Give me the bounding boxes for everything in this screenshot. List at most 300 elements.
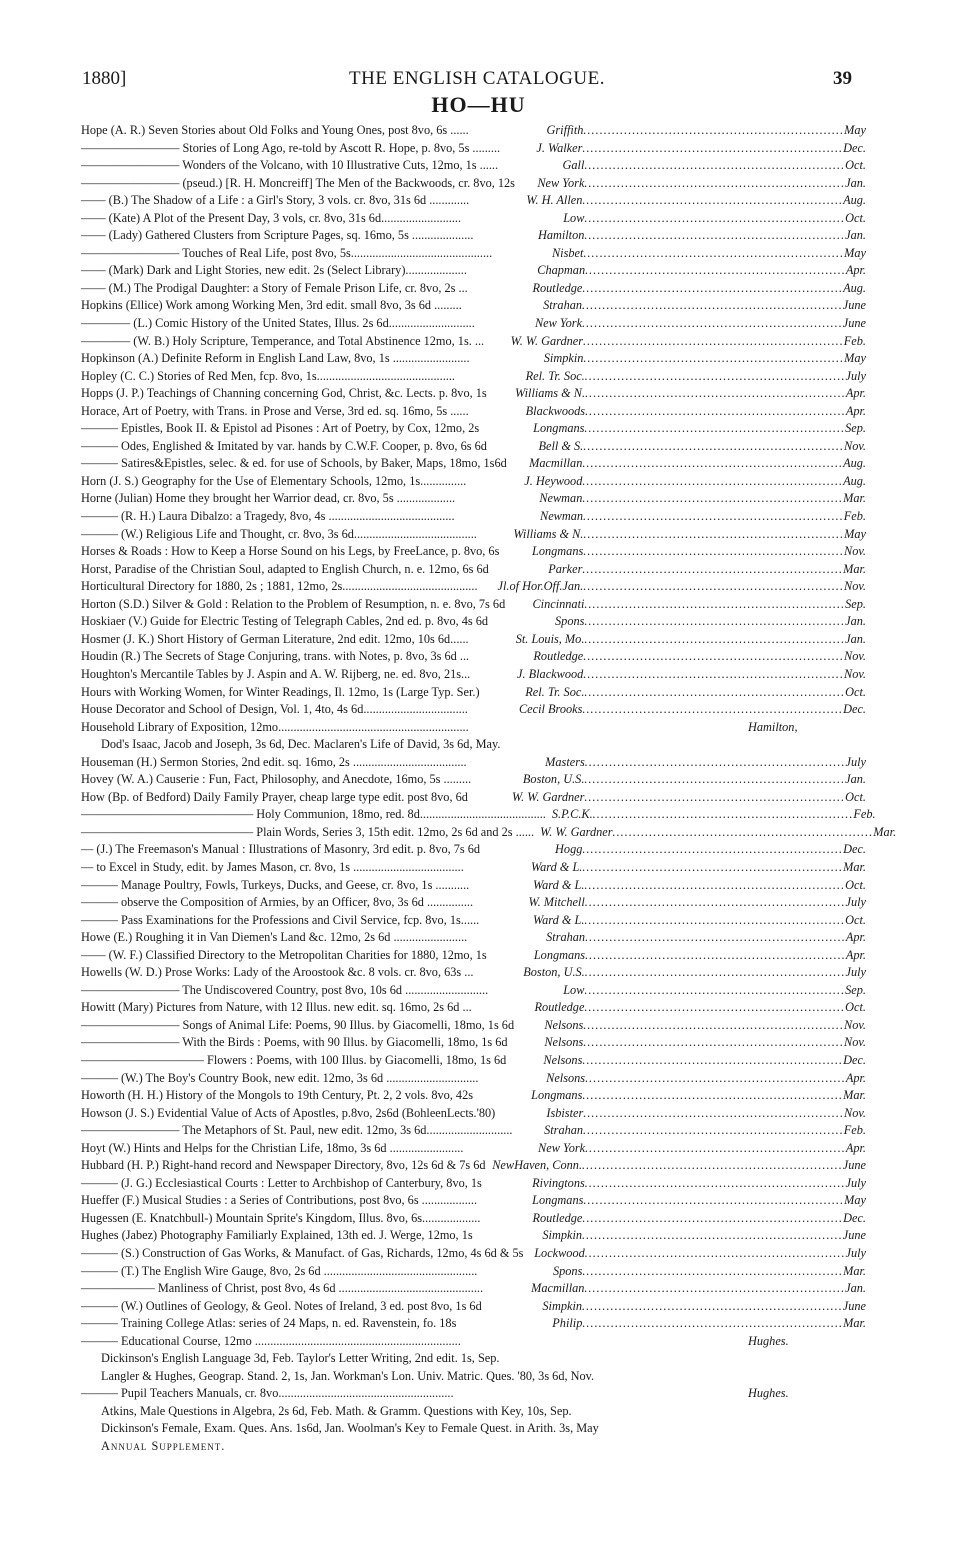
entry-publisher: Longmans bbox=[533, 947, 586, 962]
entry-month: Apr. bbox=[845, 1070, 866, 1085]
entry-description: ——— (R. H.) Laura Dibalzo: a Tragedy, 8vo, 4s ......................................... bbox=[81, 509, 455, 524]
entry-publisher: Rel. Tr. Soc. bbox=[525, 684, 585, 699]
entry-publisher: Hughes. bbox=[748, 1386, 789, 1401]
entry-month: Mar. bbox=[873, 824, 897, 839]
catalogue-entry bbox=[81, 1420, 866, 1438]
entry-publisher-cell bbox=[526, 596, 866, 614]
entry-month: Apr. bbox=[845, 930, 866, 945]
dot-leader bbox=[582, 1210, 843, 1228]
dot-leader bbox=[584, 596, 845, 614]
dot-leader bbox=[582, 1052, 843, 1070]
dot-leader bbox=[583, 508, 844, 526]
catalogue-entry bbox=[81, 1333, 866, 1351]
entry-description: Hopkinson (A.) Definite Reform in English Land Law, 8vo, 1s ......................... bbox=[81, 351, 470, 366]
catalogue-entry bbox=[81, 385, 866, 403]
entry-month: Dec. bbox=[843, 140, 866, 155]
entry-month: May bbox=[844, 526, 866, 541]
entry-month: July bbox=[845, 1175, 866, 1190]
entry-publisher: Routledge bbox=[534, 1000, 585, 1015]
entry-publisher-cell bbox=[511, 666, 866, 684]
entry-publisher: Cincinnati bbox=[532, 596, 585, 611]
dot-leader bbox=[584, 1280, 845, 1298]
entry-publisher-cell bbox=[529, 315, 866, 333]
dot-leader bbox=[583, 578, 844, 596]
entry-publisher: Nelsons bbox=[544, 1035, 584, 1050]
entry-description: —— (Lady) Gathered Clusters from Scripture Pages, sq. 16mo, 5s .................... bbox=[81, 228, 474, 243]
entry-description: Hosmer (J. K.) Short History of German Literature, 2nd edit. 12mo, 10s 6d...... bbox=[81, 631, 469, 646]
entry-month: Apr. bbox=[845, 947, 866, 962]
entry-publisher: Longmans bbox=[531, 1088, 583, 1103]
dot-leader bbox=[582, 192, 843, 210]
entry-publisher: New York bbox=[534, 316, 583, 331]
entry-publisher-cell bbox=[531, 262, 866, 280]
dot-leader bbox=[582, 701, 843, 719]
entry-description: Hovey (W. A.) Causerie : Fun, Fact, Philosophy, and Anecdote, 16mo, 5s ......... bbox=[81, 772, 472, 787]
entry-description: ——— (J. G.) Ecclesiastical Courts : Letter to Archbishop of Canterbury, 8vo, 1s bbox=[81, 1175, 482, 1190]
dot-leader bbox=[582, 280, 843, 298]
dot-leader bbox=[585, 964, 846, 982]
entry-month: June bbox=[842, 1228, 866, 1243]
dot-leader bbox=[584, 175, 845, 193]
entry-description: Horn (J. S.) Geography for the Use of Elementary Schools, 12mo, 1s............... bbox=[81, 473, 467, 488]
entry-description: Hubbard (H. P.) Right-hand record and Newspaper Directory, 8vo, 12s 6d & 7s 6d bbox=[81, 1158, 486, 1173]
entry-publisher-cell bbox=[523, 894, 866, 912]
entry-description: Hopkins (Ellice) Work among Working Men, 3rd edit. small 8vo, 3s 6d ......... bbox=[81, 298, 462, 313]
entry-publisher-cell bbox=[506, 789, 866, 807]
catalogue-entry bbox=[81, 982, 866, 1000]
catalogue-entry bbox=[81, 1122, 866, 1140]
entry-publisher: Longmans bbox=[532, 544, 584, 559]
entry-description: ——— Satires&Epistles, selec. & ed. for use of Schools, by Baker, Maps, 18mo, 1s6d bbox=[81, 456, 507, 471]
dot-leader bbox=[584, 771, 845, 789]
entry-publisher: Strahan bbox=[543, 298, 583, 313]
entry-publisher: Macmillan bbox=[531, 1281, 585, 1296]
entry-description: Dickinson's English Language 3d, Feb. Taylor's Letter Writing, 2nd edit. 1s, Sep. bbox=[101, 1351, 500, 1366]
catalogue-entry bbox=[81, 701, 866, 719]
entry-publisher-cell bbox=[549, 841, 866, 859]
dot-leader bbox=[583, 648, 844, 666]
catalogue-entry bbox=[81, 350, 866, 368]
entry-publisher: Boston, U.S. bbox=[522, 772, 585, 787]
entry-description: Hueffer (F.) Musical Studies : a Series of Contributions, post 8vo, 6s .................. bbox=[81, 1193, 478, 1208]
catalogue-entry bbox=[81, 1280, 866, 1298]
entry-month: Feb. bbox=[843, 509, 866, 524]
entry-month: Jan. bbox=[845, 631, 866, 646]
entry-publisher-cell bbox=[507, 526, 866, 544]
entry-month: Aug. bbox=[843, 456, 866, 471]
entry-publisher-cell bbox=[527, 877, 866, 895]
catalogue-entry bbox=[81, 368, 866, 386]
entry-month: Mar. bbox=[843, 561, 866, 576]
catalogue-entry bbox=[81, 771, 866, 789]
entry-description: Horticultural Directory for 1880, 2s ; 1881, 12mo, 2s............................................ bbox=[81, 579, 478, 594]
entry-month: Nov. bbox=[844, 649, 866, 664]
page-number: 39 bbox=[833, 68, 852, 89]
catalogue-entries bbox=[81, 122, 897, 1456]
entry-description: ——— Epistles, Book II. & Epistol ad Pisones : Art of Poetry, by Cox, 12mo, 2s bbox=[81, 421, 480, 436]
entry-publisher-cell bbox=[526, 543, 866, 561]
entry-month: Sep. bbox=[845, 421, 866, 436]
entry-publisher: Griffith bbox=[546, 123, 584, 137]
entry-publisher-cell bbox=[533, 490, 866, 508]
catalogue-entry bbox=[81, 859, 866, 877]
entry-publisher: Nelsons bbox=[544, 1017, 584, 1032]
entry-description: Hopley (C. C.) Stories of Red Men, fcp. 8vo, 1s............................................. bbox=[81, 368, 456, 383]
catalogue-entry bbox=[81, 210, 866, 228]
entry-description: Dod's Isaac, Jacob and Joseph, 3s 6d, Dec. Maclaren's Life of David, 3s 6d, May. bbox=[101, 737, 501, 752]
dot-leader bbox=[583, 333, 844, 351]
entry-publisher-cell bbox=[540, 1070, 866, 1088]
entry-description: ——— (W.) The Boy's Country Book, new edit. 12mo, 3s 6d .............................. bbox=[81, 1070, 479, 1085]
entry-publisher: Gall bbox=[562, 158, 585, 173]
entry-publisher: Williams & N. bbox=[513, 526, 584, 541]
entry-month: June bbox=[842, 298, 866, 313]
entry-publisher: Ward & L. bbox=[530, 859, 583, 874]
entry-publisher: Newman bbox=[539, 491, 583, 506]
entry-publisher-cell bbox=[540, 1105, 866, 1123]
dot-leader bbox=[582, 841, 843, 859]
entry-publisher-cell bbox=[530, 140, 866, 158]
entry-month: July bbox=[845, 368, 866, 383]
entry-description: Atkins, Male Questions in Algebra, 2s 6d, Feb. Math. & Gramm. Questions with Key, 10s, Sep. bbox=[101, 1403, 572, 1418]
dot-leader bbox=[585, 403, 846, 421]
entry-publisher: Macmillan bbox=[529, 456, 583, 471]
catalogue-entry bbox=[81, 631, 866, 649]
entry-publisher: New York bbox=[537, 175, 585, 190]
entry-description: Dickinson's Female, Exam. Ques. Ans. 1s6d, Jan. Woolman's Key to Female Quest. in Arith. 3s, May bbox=[101, 1421, 599, 1436]
dot-leader bbox=[582, 140, 843, 158]
entry-month: Sep. bbox=[845, 596, 866, 611]
catalogue-entry bbox=[81, 596, 866, 614]
entry-month: July bbox=[845, 754, 866, 769]
entry-description: Horne (Julian) Home they brought her Warrior dead, cr. 8vo, 5s ................... bbox=[81, 491, 456, 506]
entry-publisher-cell bbox=[518, 473, 866, 491]
entry-publisher: Hughes. bbox=[748, 1333, 789, 1348]
catalogue-entry bbox=[81, 719, 866, 737]
dot-leader bbox=[582, 297, 843, 315]
entry-publisher: Ward & L. bbox=[533, 877, 585, 892]
entry-description: ——— (S.) Construction of Gas Works, & Manufact. of Gas, Richards, 12mo, 4s 6d & 5s bbox=[81, 1246, 524, 1260]
entry-month: Oct. bbox=[845, 877, 866, 892]
catalogue-entry bbox=[81, 648, 866, 666]
dot-leader bbox=[583, 1122, 844, 1140]
dot-leader bbox=[583, 1034, 844, 1052]
header-title: THE ENGLISH CATALOGUE. bbox=[349, 68, 605, 89]
dot-leader bbox=[593, 806, 854, 824]
entry-description: ——— (T.) The English Wire Gauge, 8vo, 2s 6d .................................................. bbox=[81, 1263, 478, 1278]
dot-leader bbox=[583, 350, 844, 368]
entry-publisher: Routledge bbox=[532, 1210, 583, 1225]
entry-publisher: Nelsons bbox=[546, 1070, 586, 1085]
entry-month: Mar. bbox=[843, 1316, 866, 1331]
entry-description: Horses & Roads : How to Keep a Horse Sound on his Legs, by FreeLance, p. 8vo, 6s bbox=[81, 544, 500, 559]
entry-publisher-cell bbox=[513, 701, 866, 719]
entry-description: Hoyt (W.) Hints and Helps for the Christian Life, 18mo, 3s 6d ........................ bbox=[81, 1140, 464, 1155]
entry-description: ——— Training College Atlas: series of 24 Maps, n. ed. Ravenstein, fo. 18s bbox=[81, 1316, 457, 1331]
entry-publisher: Hamilton bbox=[537, 228, 585, 243]
entry-publisher: W. W. Gardner bbox=[511, 789, 585, 804]
entry-publisher-cell bbox=[549, 613, 866, 631]
entry-publisher: Strahan bbox=[546, 930, 586, 945]
entry-month: Jan. bbox=[845, 772, 866, 787]
entry-month: June bbox=[842, 1158, 866, 1173]
entry-month: July bbox=[845, 895, 866, 910]
entry-description: Howitt (Mary) Pictures from Nature, with 12 Illus. new edit. sq. 16mo, 2s 6d ... bbox=[81, 1000, 472, 1015]
dot-leader bbox=[585, 385, 846, 403]
entry-publisher: Parker bbox=[548, 561, 583, 576]
catalogue-entry bbox=[81, 877, 866, 895]
entry-publisher-cell bbox=[534, 508, 866, 526]
entry-publisher-cell bbox=[538, 1017, 866, 1035]
entry-description: House Decorator and School of Design, Vol. 1, 4to, 4s 6d.................................. bbox=[81, 702, 468, 717]
entry-month: Nov. bbox=[844, 579, 866, 594]
dot-leader bbox=[584, 420, 845, 438]
entry-publisher: Jl.of Hor.Off.Jan. bbox=[497, 579, 584, 594]
entry-month: Oct. bbox=[845, 210, 866, 225]
entry-month: June bbox=[842, 1298, 866, 1313]
entry-publisher-cell bbox=[546, 245, 866, 263]
entry-month: Dec. bbox=[843, 702, 866, 717]
entry-month: May bbox=[844, 245, 866, 260]
entry-description: ———————— With the Birds : Poems, with 90 Illus. by Giacomelli, 18mo, 1s 6d bbox=[81, 1035, 508, 1050]
catalogue-entry bbox=[81, 1052, 866, 1070]
catalogue-entry bbox=[81, 1087, 866, 1105]
catalogue-entry bbox=[81, 1140, 866, 1158]
entry-publisher-cell bbox=[519, 684, 866, 702]
dot-leader bbox=[584, 999, 845, 1017]
catalogue-entry bbox=[81, 1315, 866, 1333]
entry-publisher: NewHaven, Conn. bbox=[492, 1158, 583, 1173]
catalogue-entry bbox=[81, 1017, 866, 1035]
entry-publisher-cell bbox=[528, 1245, 866, 1263]
catalogue-entry bbox=[81, 1034, 866, 1052]
catalogue-entry bbox=[81, 1070, 866, 1088]
entry-month: May bbox=[844, 123, 866, 137]
entry-description: Hope (A. R.) Seven Stories about Old Folks and Young Ones, post 8vo, 6s ...... bbox=[81, 123, 469, 137]
catalogue-entry bbox=[81, 1227, 866, 1245]
catalogue-entry bbox=[81, 789, 866, 807]
entry-publisher-cell bbox=[525, 859, 866, 877]
entry-publisher-cell bbox=[540, 122, 866, 140]
entry-month: June bbox=[842, 316, 866, 331]
entry-description: ——— observe the Composition of Armies, by an Officer, 8vo, 3s 6d ............... bbox=[81, 895, 474, 910]
entry-publisher: Newman bbox=[540, 509, 584, 524]
entry-month: Feb. bbox=[853, 807, 876, 822]
entry-publisher-cell bbox=[520, 403, 866, 421]
entry-month: May bbox=[844, 351, 866, 366]
entry-month: Jan. bbox=[845, 614, 866, 629]
entry-publisher-cell bbox=[546, 1315, 866, 1333]
entry-publisher-cell bbox=[526, 1175, 866, 1193]
catalogue-entry bbox=[81, 1210, 866, 1228]
entry-publisher-cell bbox=[537, 297, 866, 315]
entry-description: — to Excel in Study, edit. by James Mason, cr. 8vo, 1s .................................... bbox=[81, 859, 464, 874]
entry-publisher-cell bbox=[486, 1157, 866, 1175]
entry-description: Household Library of Exposition, 12mo.............................................................. bbox=[81, 719, 469, 734]
dot-leader bbox=[584, 877, 845, 895]
entry-month: May bbox=[844, 1193, 866, 1208]
entry-month: July bbox=[845, 1246, 866, 1260]
entry-publisher-cell bbox=[520, 368, 866, 386]
entry-description: Houseman (H.) Sermon Stories, 2nd edit. sq. 16mo, 2s ..................................... bbox=[81, 754, 467, 769]
entry-publisher-cell bbox=[527, 912, 866, 930]
entry-month: Aug. bbox=[843, 280, 866, 295]
catalogue-entry bbox=[81, 262, 866, 280]
entry-description: ———————— The Undiscovered Country, post 8vo, 10s 6d ........................... bbox=[81, 982, 489, 997]
entry-description: Horton (S.D.) Silver & Gold : Relation to the Problem of Resumption, n. e. 8vo, 7s 6d bbox=[81, 596, 506, 611]
catalogue-entry bbox=[81, 473, 866, 491]
dot-leader bbox=[582, 315, 843, 333]
dot-leader bbox=[584, 684, 845, 702]
entry-publisher: Rel. Tr. Soc. bbox=[525, 368, 585, 383]
entry-publisher-cell bbox=[492, 578, 866, 596]
entry-publisher-cell bbox=[537, 1052, 866, 1070]
dot-leader bbox=[585, 1070, 846, 1088]
entry-description: ——— Manage Poultry, Fowls, Turkeys, Ducks, and Geese, cr. 8vo, 1s ........... bbox=[81, 877, 470, 892]
entry-description: ———————— Stories of Long Ago, re-told by Ascott R. Hope, p. 8vo, 5s ......... bbox=[81, 140, 501, 155]
entry-publisher-cell bbox=[532, 227, 866, 245]
entry-publisher-cell bbox=[532, 1140, 866, 1158]
entry-month: Dec. bbox=[843, 1210, 866, 1225]
entry-description: ———————— Songs of Animal Life: Poems, 90 Illus. by Giacomelli, 18mo, 1s 6d bbox=[81, 1017, 515, 1032]
dot-leader bbox=[583, 543, 844, 561]
catalogue-entry bbox=[81, 684, 866, 702]
dot-leader bbox=[584, 227, 845, 245]
catalogue-entry bbox=[81, 192, 866, 210]
dot-leader bbox=[585, 262, 846, 280]
entry-description: Horace, Art of Poetry, with Trans. in Prose and Verse, 3rd ed. sq. 16mo, 5s ...... bbox=[81, 403, 469, 418]
catalogue-entry bbox=[81, 1385, 866, 1403]
entry-description: Horst, Paradise of the Christian Soul, adapted to English Church, n. e. 12mo, 6s 6d bbox=[81, 561, 489, 576]
entry-publisher: Hamilton, bbox=[748, 719, 798, 734]
catalogue-entry bbox=[81, 561, 866, 579]
catalogue-entry bbox=[81, 1157, 866, 1175]
entry-month: Apr. bbox=[845, 1140, 866, 1155]
dot-leader bbox=[583, 122, 844, 140]
entry-publisher-cell bbox=[505, 333, 866, 351]
entry-month: Mar. bbox=[843, 859, 866, 874]
dot-leader bbox=[582, 490, 843, 508]
entry-description: Langler & Hughes, Geograp. Stand. 2, 1s, Jan. Workman's Lon. Univ. Matric. Ques. '80, 3s 6d, Nov. bbox=[101, 1368, 595, 1383]
entry-publisher-cell bbox=[557, 210, 866, 228]
dot-leader bbox=[585, 947, 846, 965]
catalogue-entry bbox=[81, 1175, 866, 1193]
catalogue-entry bbox=[81, 1350, 866, 1368]
entry-month: Dec. bbox=[843, 1052, 866, 1067]
catalogue-entry bbox=[81, 824, 897, 842]
dot-leader bbox=[582, 1315, 843, 1333]
entry-publisher-cell bbox=[525, 1087, 866, 1105]
entry-month: Jan. bbox=[845, 175, 866, 190]
dot-leader bbox=[585, 1245, 846, 1263]
entry-description: ———————— Wonders of the Volcano, with 10 Illustrative Cuts, 12mo, 1s ...... bbox=[81, 158, 499, 173]
entry-month: Apr. bbox=[845, 386, 866, 401]
dot-leader bbox=[583, 245, 844, 263]
entry-publisher-cell bbox=[527, 420, 866, 438]
entry-publisher: W. W. Gardner bbox=[510, 333, 584, 348]
entry-description: ——— Odes, Englished & Imitated by var. hands by C.W.F. Cooper, p. 8vo, 6s 6d bbox=[81, 438, 487, 453]
dot-leader bbox=[613, 824, 874, 842]
entry-month: Oct. bbox=[845, 789, 866, 804]
entry-publisher: Spons bbox=[555, 614, 585, 629]
dot-leader bbox=[584, 157, 845, 175]
dot-leader bbox=[585, 368, 846, 386]
dot-leader bbox=[584, 613, 845, 631]
catalogue-entry bbox=[81, 333, 866, 351]
entry-publisher-cell bbox=[538, 1122, 866, 1140]
dot-leader bbox=[583, 666, 844, 684]
entry-month: Oct. bbox=[845, 684, 866, 699]
dot-leader bbox=[582, 859, 843, 877]
catalogue-entry bbox=[81, 894, 866, 912]
catalogue-entry bbox=[81, 438, 866, 456]
entry-description: ———————— (pseud.) [R. H. Moncreiff] The Men of the Backwoods, cr. 8vo, 12s bbox=[81, 175, 515, 190]
catalogue-entry bbox=[81, 420, 866, 438]
entry-publisher-cell bbox=[540, 929, 866, 947]
entry-month: Mar. bbox=[843, 1088, 866, 1103]
entry-description: —— (Mark) Dark and Light Stories, new edit. 2s (Select Library).................... bbox=[81, 263, 467, 278]
catalogue-entry bbox=[81, 613, 866, 631]
dot-leader bbox=[585, 929, 846, 947]
entry-month: Nov. bbox=[844, 1035, 866, 1050]
entry-description: Hughes (Jabez) Photography Familiarly Explained, 13th ed. J. Werge, 12mo, 1s bbox=[81, 1228, 473, 1243]
entry-description: ———————— Touches of Real Life, post 8vo, 5s.............................................. bbox=[81, 245, 493, 260]
entry-publisher-cell bbox=[527, 648, 866, 666]
entry-publisher-cell bbox=[547, 1263, 866, 1281]
catalogue-entry bbox=[81, 315, 866, 333]
entry-description: ——— (W.) Religious Life and Thought, cr. 8vo, 3s 6d........................................ bbox=[81, 526, 477, 541]
entry-publisher: Masters bbox=[545, 754, 585, 769]
catalogue-entry bbox=[81, 1368, 866, 1386]
running-header bbox=[82, 68, 872, 94]
catalogue-entry bbox=[81, 964, 866, 982]
entry-publisher: Lockwood bbox=[534, 1246, 585, 1260]
entry-description: —————————— Flowers : Poems, with 100 Illus. by Giacomelli, 18mo, 1s 6d bbox=[81, 1052, 507, 1067]
entry-description: Houdin (R.) The Secrets of Stage Conjuring, trans. with Notes, p. 8vo, 3s 6d ... bbox=[81, 649, 470, 664]
entry-month: Mar. bbox=[843, 491, 866, 506]
entry-publisher: Longmans bbox=[533, 421, 585, 436]
catalogue-entry bbox=[81, 806, 876, 824]
entry-publisher: Williams & N. bbox=[515, 386, 586, 401]
entry-publisher-cell bbox=[527, 280, 867, 298]
entry-description: Howorth (H. H.) History of the Mongols to 19th Century, Pt. 2, 2 vols. 8vo, 42s bbox=[81, 1088, 474, 1103]
entry-description: ——— Pass Examinations for the Professions and Civil Service, fcp. 8vo, 1s...... bbox=[81, 912, 480, 927]
entry-publisher-cell bbox=[542, 561, 866, 579]
entry-publisher-cell bbox=[526, 1192, 866, 1210]
entry-month: Feb. bbox=[843, 1123, 866, 1138]
catalogue-entry bbox=[81, 1438, 866, 1456]
entry-description: ———————— The Metaphors of St. Paul, new edit. 12mo, 3s 6d............................ bbox=[81, 1123, 513, 1138]
entry-description: ——— Educational Course, 12mo ................................................................... bbox=[81, 1333, 461, 1348]
dot-leader bbox=[583, 1192, 844, 1210]
entry-month: Jan. bbox=[845, 1281, 866, 1296]
entry-description: —————————————— Holy Communion, 18mo, red. 8d......................................... bbox=[81, 807, 546, 822]
entry-publisher: Cecil Brooks bbox=[518, 702, 583, 717]
catalogue-entry bbox=[81, 578, 866, 596]
entry-month: Nov. bbox=[844, 666, 866, 681]
entry-publisher: Rivingtons bbox=[532, 1175, 585, 1190]
entry-description: Hoskiaer (V.) Guide for Electric Testing of Telegraph Cables, 2nd ed. p. 8vo, 4s 6d bbox=[81, 614, 489, 629]
catalogue-entry bbox=[81, 455, 866, 473]
entry-month: Jan. bbox=[845, 228, 866, 243]
entry-publisher: Spons bbox=[552, 1263, 583, 1278]
entry-description: ——— (W.) Outlines of Geology, & Geol. Notes of Ireland, 3 ed. post 8vo, 1s 6d bbox=[81, 1298, 482, 1313]
entry-publisher-cell bbox=[538, 1034, 866, 1052]
catalogue-entry bbox=[81, 1403, 866, 1421]
catalogue-entry bbox=[81, 297, 866, 315]
entry-publisher: New York bbox=[538, 1140, 586, 1155]
entry-publisher-cell bbox=[517, 771, 866, 789]
